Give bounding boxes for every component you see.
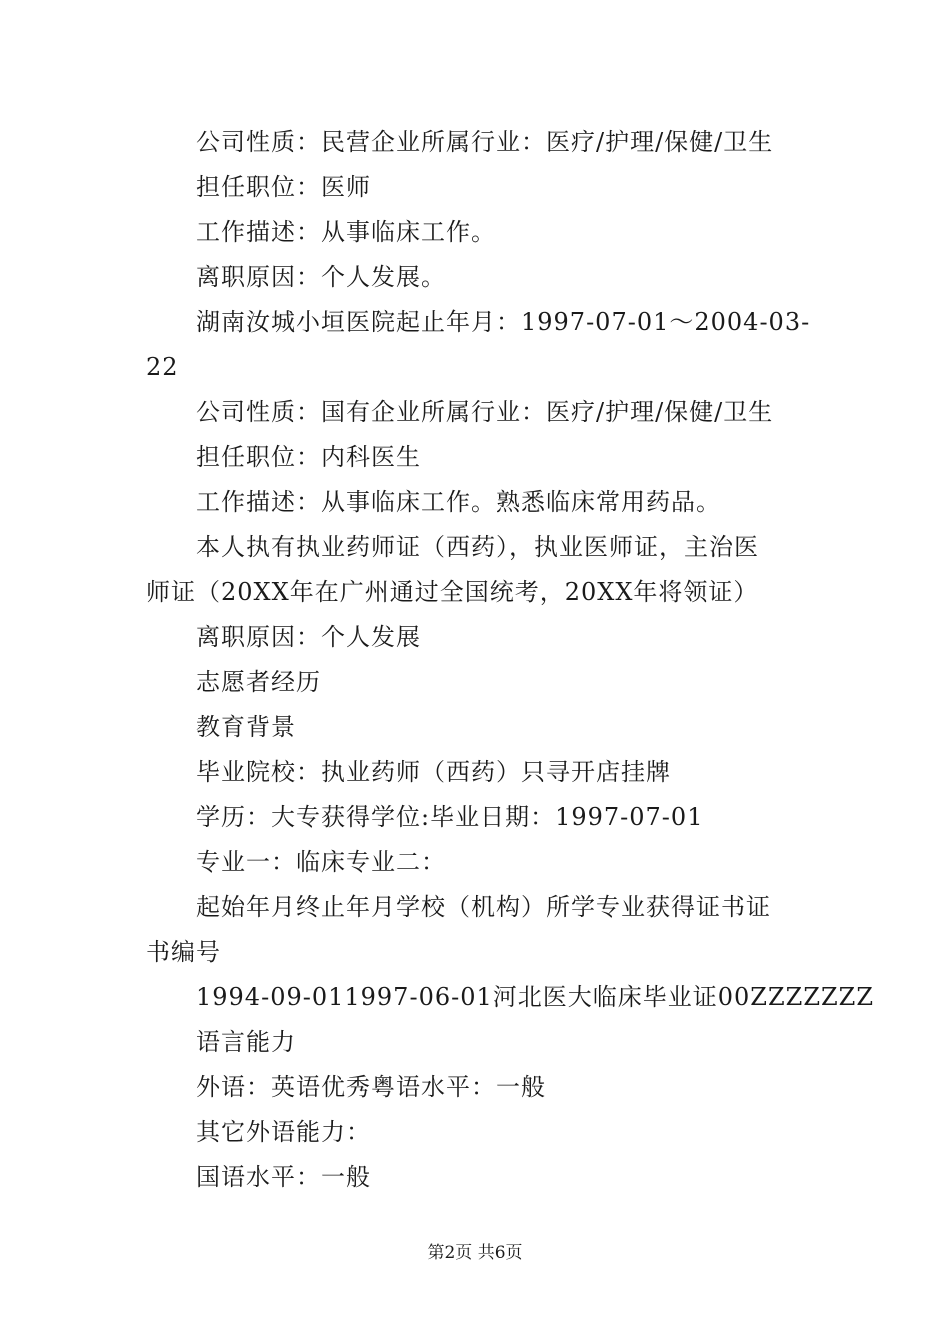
- section-heading-language: 语言能力: [196, 1028, 296, 1056]
- text-line-school: 毕业院校：执业药师（西药）只寻开店挂牌: [196, 758, 671, 786]
- text-line-job-description-1: 工作描述：从事临床工作。: [196, 218, 496, 246]
- text-line-job-description-2: 工作描述：从事临床工作。熟悉临床常用药品。: [196, 488, 721, 516]
- text-line-education-header: 起始年月终止年月学校（机构）所学专业获得证书证: [196, 893, 771, 921]
- text-line-company-type-2: 公司性质：国有企业所属行业：医疗/护理/保健/卫生: [196, 398, 774, 426]
- section-heading-education: 教育背景: [196, 713, 296, 741]
- text-line-education-header-cont: 书编号: [146, 938, 221, 966]
- section-heading-volunteer: 志愿者经历: [196, 668, 321, 696]
- text-line-major: 专业一：临床专业二：: [196, 848, 446, 876]
- text-line-leave-reason-2: 离职原因：个人发展: [196, 623, 421, 651]
- text-line-other-language: 其它外语能力：: [196, 1118, 371, 1146]
- page-footer: 第2页 共6页: [427, 1243, 523, 1263]
- text-line-company-type-1: 公司性质：民营企业所属行业：医疗/护理/保健/卫生: [196, 128, 774, 156]
- text-line-position-2: 担任职位：内科医生: [196, 443, 421, 471]
- text-line-position-1: 担任职位：医师: [196, 173, 371, 201]
- text-line-leave-reason-1: 离职原因：个人发展。: [196, 263, 446, 291]
- text-line-certificates: 本人执有执业药师证（西药），执业医师证，主治医: [196, 533, 759, 561]
- text-line-education-record: 1994-09-011997-06-01河北医大临床毕业证00ZZZZZZZ: [196, 983, 875, 1011]
- text-line-employer-2-cont: 22: [146, 353, 179, 381]
- text-line-degree: 学历：大专获得学位:毕业日期：1997-07-01: [196, 803, 704, 831]
- text-line-foreign-language: 外语：英语优秀粤语水平：一般: [196, 1073, 546, 1101]
- text-line-mandarin: 国语水平：一般: [196, 1163, 371, 1191]
- text-line-employer-2: 湖南汝城小垣医院起止年月：1997-07-01～2004-03-: [196, 308, 811, 336]
- text-line-certificates-cont: 师证（20XX年在广州通过全国统考，20XX年将领证）: [146, 578, 759, 606]
